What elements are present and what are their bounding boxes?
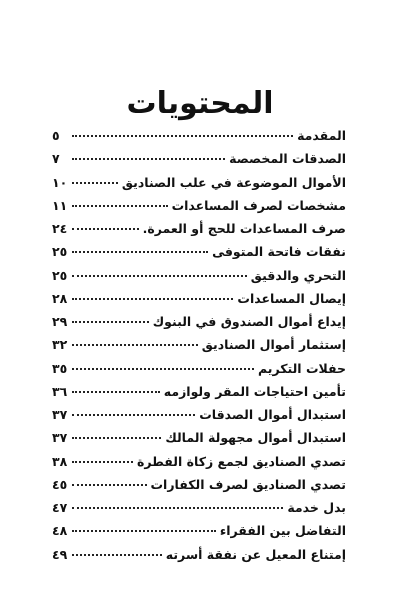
- toc-entry: [52, 314, 346, 337]
- toc-entry: [52, 407, 346, 430]
- dot-leader: [72, 344, 198, 346]
- toc-entry: [52, 500, 346, 523]
- toc-page-number: ٣٦: [52, 383, 68, 399]
- toc-entry: [52, 361, 346, 384]
- toc-entry-label: حفلات التكريم: [257, 360, 346, 376]
- dot-leader: [72, 507, 283, 509]
- dot-leader: [72, 205, 168, 207]
- dot-leader: [72, 391, 160, 393]
- toc-entry-label: تصدي الصناديق لصرف الكفارات: [150, 476, 346, 492]
- toc-entry: [52, 523, 346, 546]
- toc-entry-label: تأمين احتياجات المقر ولوازمه: [163, 383, 346, 399]
- toc-entry: [52, 337, 346, 360]
- dot-leader: [72, 530, 216, 532]
- toc-page-number: ٢٥: [52, 267, 68, 283]
- toc-entry: [52, 430, 346, 453]
- toc-page-number: ١٠: [52, 174, 68, 190]
- dot-leader: [72, 461, 133, 463]
- toc-entry-label: التحري والدقيق: [250, 267, 346, 283]
- dot-leader: [72, 182, 118, 184]
- toc-entry-label: تصدي الصناديق لجمع زكاة الفطرة: [136, 453, 346, 469]
- dot-leader: [72, 251, 208, 253]
- toc-entry-label: إيصال المساعدات: [237, 290, 346, 306]
- toc-entry-label: إستثمار أموال الصناديق: [201, 337, 346, 353]
- toc-entry-label: إيداع أموال الصندوق في البنوك: [152, 314, 346, 329]
- toc-entry: [52, 175, 346, 198]
- toc-entry-label: المقدمة: [297, 128, 346, 143]
- toc-entry: [52, 128, 346, 151]
- toc-entry-label: مشخصات لصرف المساعدات: [171, 197, 346, 213]
- toc-entry: [52, 547, 346, 570]
- dot-leader: [72, 135, 293, 137]
- toc-page-number: ٢٨: [52, 290, 68, 306]
- toc-entry-label: إمتناع المعيل عن نفقة أسرته: [165, 546, 346, 562]
- toc-entry: [52, 454, 346, 477]
- dot-leader: [72, 368, 254, 370]
- toc-entry-label: بدل خدمة: [287, 500, 346, 515]
- toc-page-number: ٤٥: [52, 476, 68, 492]
- toc-entry: [52, 477, 346, 500]
- dot-leader: [72, 414, 195, 416]
- toc-page-number: ٣٧: [52, 430, 68, 446]
- toc-page-number: ٢٥: [52, 244, 68, 260]
- dot-leader: [72, 228, 139, 230]
- toc-entry-label: التفاضل بين الفقراء: [219, 523, 346, 539]
- toc-page-number: ١١: [52, 197, 68, 213]
- toc-entry: [52, 221, 346, 244]
- toc-page-number: ٧: [52, 151, 60, 167]
- toc-entry: [52, 268, 346, 291]
- dot-leader: [72, 437, 161, 439]
- toc-page-number: ٥: [52, 128, 60, 143]
- dot-leader: [72, 321, 149, 323]
- table-of-contents: [52, 128, 346, 570]
- toc-entry: [52, 198, 346, 221]
- toc-entry-label: نفقات فاتحة المتوفى: [212, 244, 346, 260]
- toc-page-number: ٤٧: [52, 500, 68, 515]
- toc-entry-label: صرف المساعدات للحج أو العمرة.: [142, 221, 346, 236]
- toc-page-number: ٣٧: [52, 407, 68, 422]
- toc-entry-label: استبدال أموال الصدقات: [199, 407, 346, 422]
- toc-entry-label: استبدال أموال مجهولة المالك: [165, 430, 346, 446]
- toc-entry-label: الصدقات المخصصة: [229, 151, 346, 167]
- toc-page-number: ٣٥: [52, 360, 68, 376]
- toc-entry: [52, 244, 346, 267]
- toc-entry-label: الأموال الموضوعة في علب الصناديق: [121, 174, 346, 190]
- page-title: المحتويات: [126, 86, 274, 121]
- toc-page-number: ٤٩: [52, 546, 68, 562]
- toc-page-number: ٤٨: [52, 523, 68, 539]
- toc-page-number: ٢٤: [52, 221, 68, 236]
- dot-leader: [72, 275, 247, 277]
- toc-entry: [52, 384, 346, 407]
- dot-leader: [72, 158, 225, 160]
- toc-page-number: ٣٢: [52, 337, 68, 353]
- dot-leader: [72, 298, 233, 300]
- dot-leader: [72, 484, 147, 486]
- toc-entry: [52, 151, 346, 174]
- dot-leader: [72, 554, 162, 556]
- toc-entry: [52, 291, 346, 314]
- toc-page-number: ٣٨: [52, 453, 68, 469]
- toc-page-number: ٢٩: [52, 314, 68, 329]
